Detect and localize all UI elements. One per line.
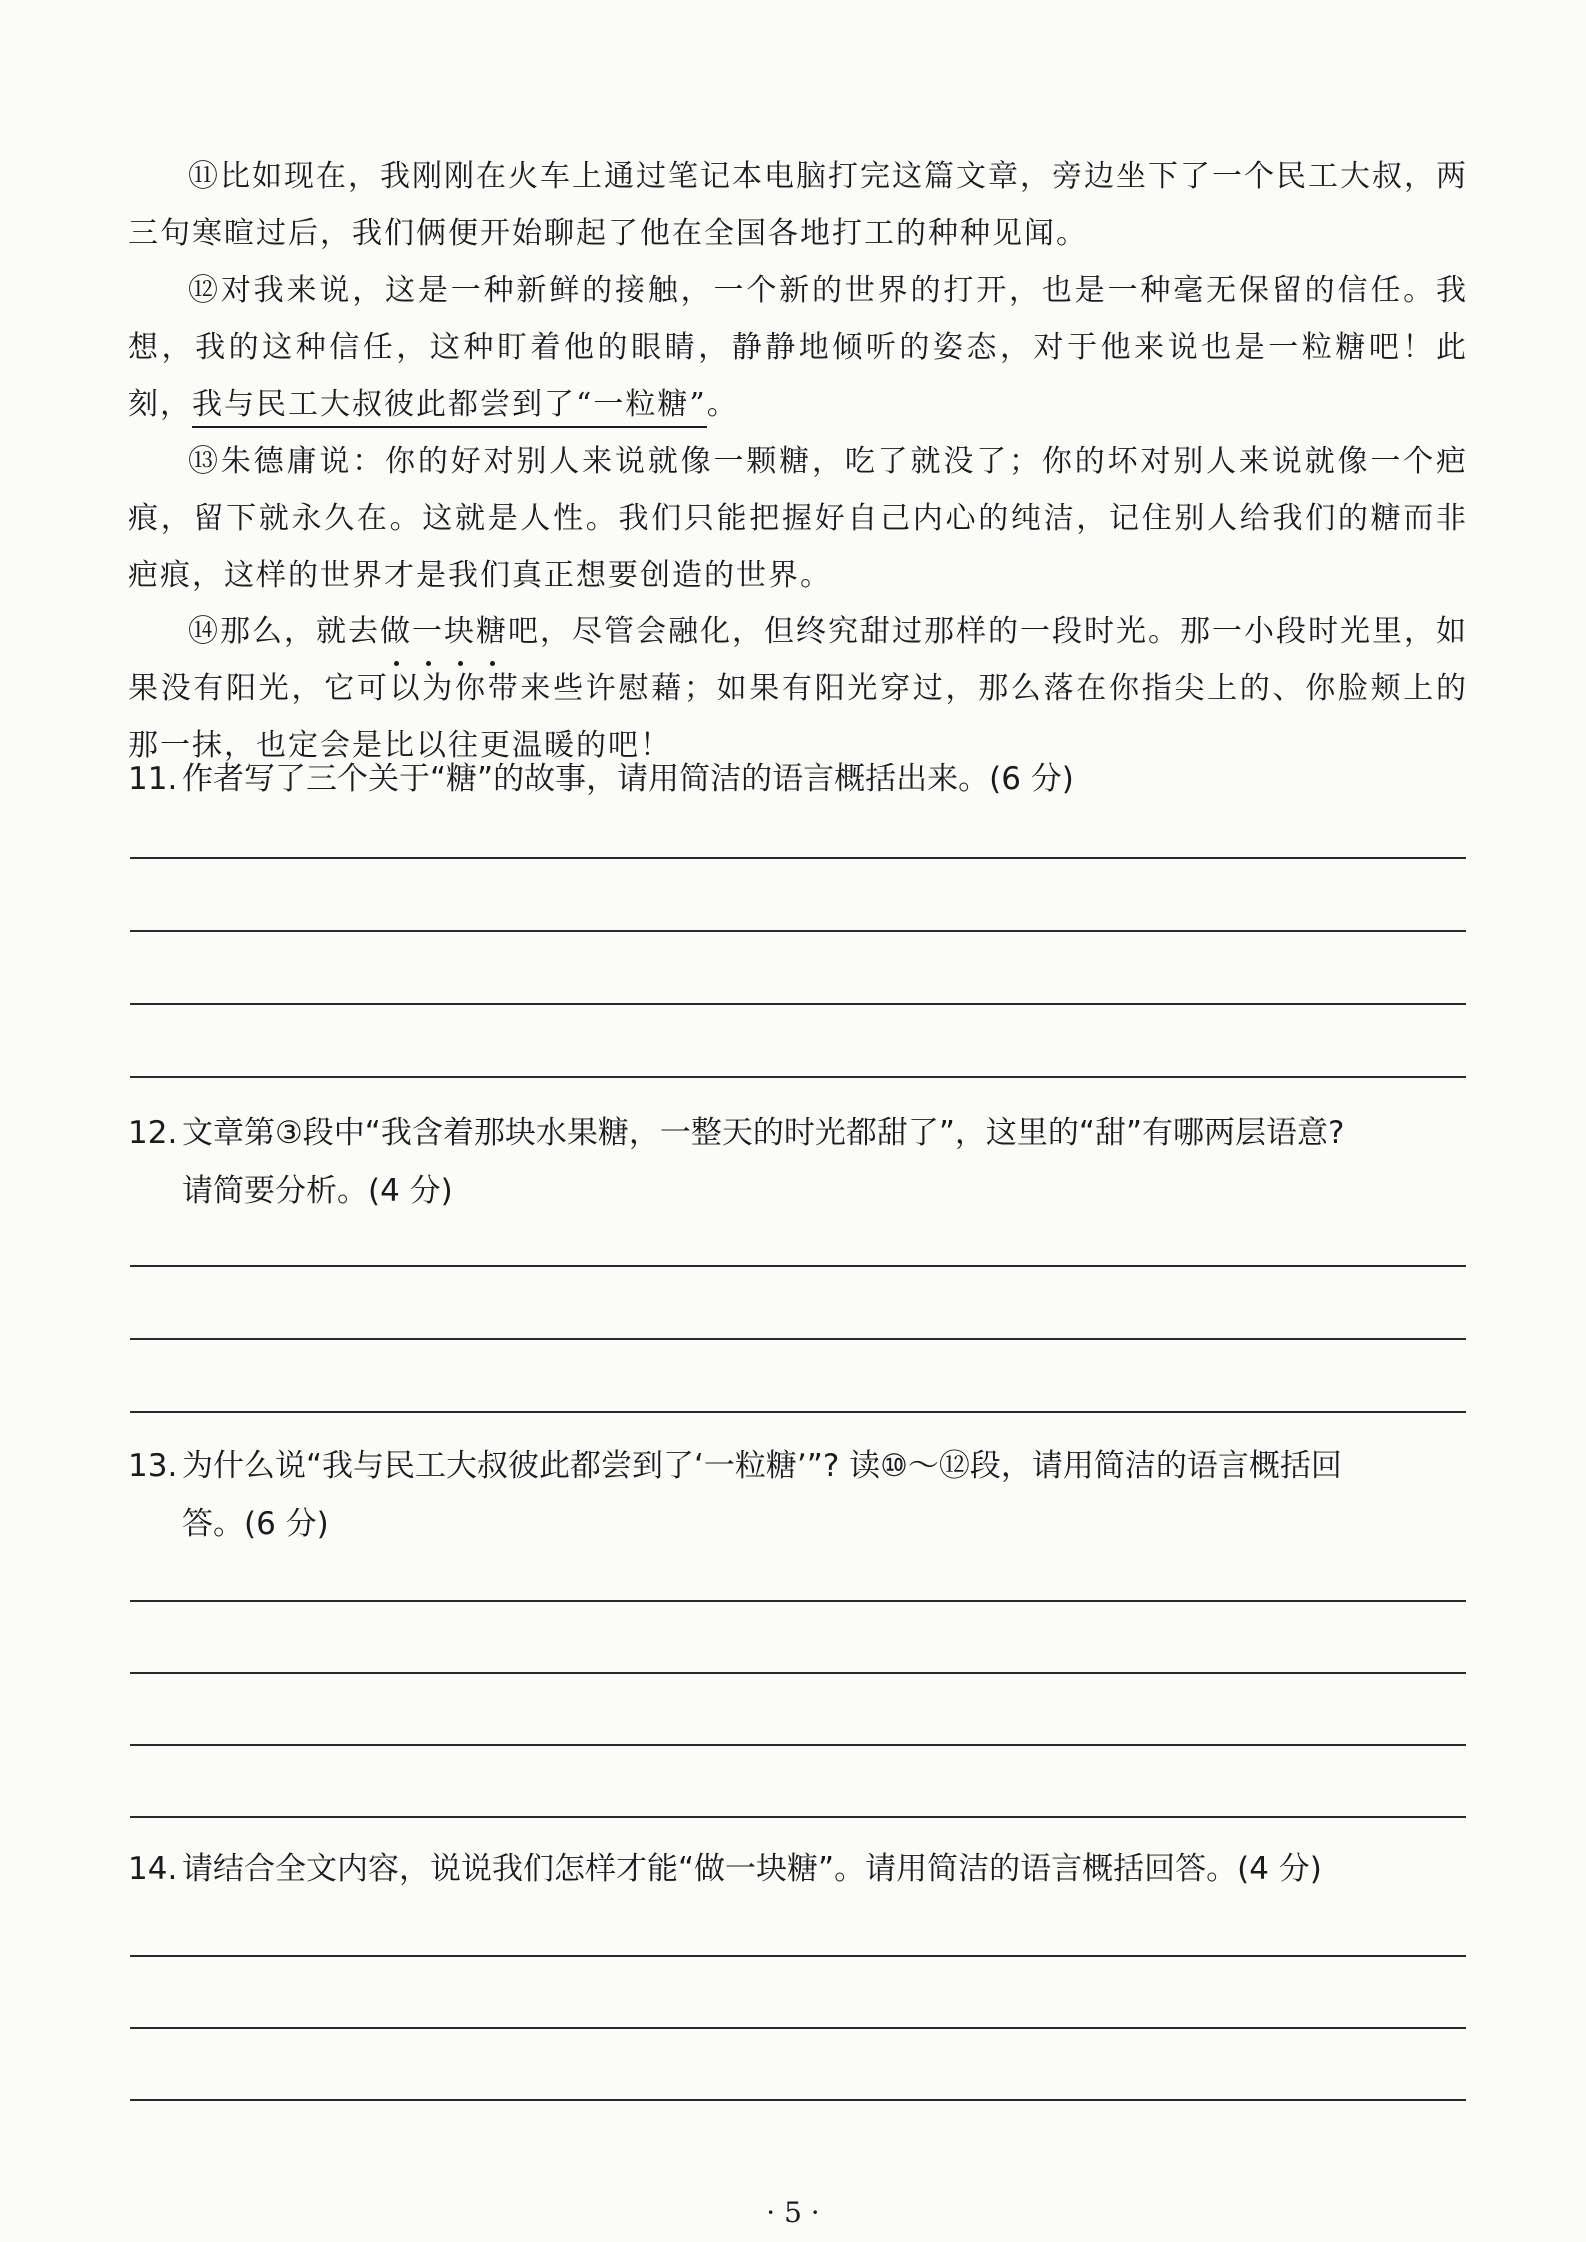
answer-line[interactable]	[130, 857, 1466, 859]
answer-line[interactable]	[130, 1816, 1466, 1818]
paragraph-12-text: ⑫对我来说，这是一种新鲜的接触，一个新的世界的打开，也是一种毫无保留的信任。我想，我的这种信任，这种盯着他的眼睛，静静地倾听的姿态，对于他来说也是一粒糖吧！此刻，	[128, 273, 1468, 422]
emphasis-char: 一	[412, 603, 444, 660]
question-14	[128, 1840, 1468, 1898]
answer-line[interactable]	[130, 1955, 1466, 1957]
question-13	[128, 1437, 1468, 1553]
paragraph-13	[128, 433, 1468, 604]
question-11	[128, 750, 1468, 808]
question-number: 13.	[128, 1448, 178, 1484]
emphasis-char: 做	[380, 603, 412, 660]
paragraph-11	[128, 148, 1468, 262]
answer-line[interactable]	[130, 2027, 1466, 2029]
answer-line[interactable]	[130, 1411, 1466, 1413]
question-text: 为什么说“我与民工大叔彼此都尝到了‘一粒糖’”? 读⑩～⑫段，请用简洁的语言概括回	[182, 1448, 1342, 1484]
paragraph-14	[128, 603, 1468, 774]
paragraph-12-end: 。	[706, 387, 739, 422]
question-number: 12.	[128, 1115, 178, 1151]
answer-line[interactable]	[130, 2099, 1466, 2101]
paragraph-12	[128, 262, 1468, 433]
paragraph-14-start: ⑭那么，就去	[188, 614, 380, 649]
answer-line[interactable]	[130, 1672, 1466, 1674]
answer-line[interactable]	[130, 1600, 1466, 1602]
question-text: 文章第③段中“我含着那块水果糖，一整天的时光都甜了”，这里的“甜”有哪两层语意?	[182, 1115, 1345, 1151]
question-number: 11.	[128, 761, 178, 797]
paragraph-14-rest: 吧，尽管会融化，但终究甜过那样的一段时光。那一小段时光里，如果没有阳光，它可以为你带来些许慰藉；如果有阳光穿过，那么落在你指尖上的、你脸颊上的那一抹，也定会是比以往更温暖的吧！	[128, 614, 1468, 763]
answer-line[interactable]	[130, 1265, 1466, 1267]
paragraph-13-text: ⑬朱德庸说：你的好对别人来说就像一颗糖，吃了就没了；你的坏对别人来说就像一个疤痕，留下就永久在。这就是人性。我们只能把握好自己内心的纯洁，记住别人给我们的糖而非疤痕，这样的世界才是我们真正想要创造的世界。	[128, 444, 1468, 593]
answer-line[interactable]	[130, 930, 1466, 932]
question-12	[128, 1104, 1468, 1220]
question-number: 14.	[128, 1851, 178, 1887]
answer-line[interactable]	[130, 1338, 1466, 1340]
page-number: · 5 ·	[766, 2196, 820, 2229]
answer-line[interactable]	[130, 1003, 1466, 1005]
answer-line[interactable]	[130, 1744, 1466, 1746]
emphasis-char: 糖	[476, 603, 508, 660]
question-text: 请结合全文内容，说说我们怎样才能“做一块糖”。请用简洁的语言概括回答。(4 分)	[182, 1851, 1322, 1887]
question-text-continued: 请简要分析。(4 分)	[182, 1173, 453, 1209]
question-text-continued: 答。(6 分)	[182, 1506, 329, 1542]
answer-line[interactable]	[130, 1076, 1466, 1078]
underlined-sentence: 我与民工大叔彼此都尝到了“一粒糖”	[192, 387, 707, 428]
paragraph-11-text: ⑪比如现在，我刚刚在火车上通过笔记本电脑打完这篇文章，旁边坐下了一个民工大叔，两三句寒暄过后，我们俩便开始聊起了他在全国各地打工的种种见闻。	[128, 159, 1468, 251]
emphasis-char: 块	[444, 603, 476, 660]
question-text: 作者写了三个关于“糖”的故事，请用简洁的语言概括出来。(6 分)	[182, 761, 1074, 797]
